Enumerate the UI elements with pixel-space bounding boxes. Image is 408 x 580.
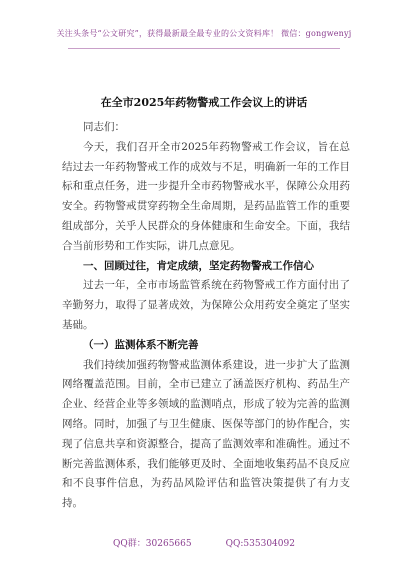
page-footer xyxy=(0,536,408,549)
document-title: 在全市2025年药物警戒工作会议上的讲话 xyxy=(100,96,308,109)
paragraph-section-1: 过去一年，全市市场监管系统在药物警戒工作方面付出了辛勤努力，取得了显著成效，为保障公众用药安全奠定了坚实基础。 xyxy=(62,279,350,331)
footer-qq-group: QQ群：30265665 xyxy=(113,539,192,549)
header-divider xyxy=(68,48,340,49)
footer-qq: QQ:535304092 xyxy=(225,539,295,549)
salutation: 同志们： xyxy=(83,121,125,133)
paragraph-intro: 今天，我们召开全市2025年药物警戒工作会议，旨在总结过去一年药物警戒工作的成效与不足，明确新一年的工作目标和重点任务，进一步提升全市药物警戒水平，保障公众用药安全。药物警戒贯穿药物全生命周期，是药品监管工作的重要组成部分，关乎人民群众的身体健康和生命安全。下面，我结合当前形势和工作实际，讲几点意见。 xyxy=(62,140,350,252)
paragraph-subsection-1: 我们持续加强药物警戒监测体系建设，进一步扩大了监测网络覆盖范围。目前，全市已建立了涵盖医疗机构、药品生产企业、经营企业等多领域的监测哨点，形成了较为完善的监测网络。同时，加强了与卫生健康、医保等部门的协作配合，实现了信息共享和资源整合，提高了监测效率和准确性。通过不断完善监测体系，我们能够更及时、全面地收集药品不良反应和不良事件信息，为药品风险评估和监管决策提供了有力支持。 xyxy=(62,358,350,510)
document-body xyxy=(62,118,350,514)
subsection-heading-1: （一）监测体系不断完善 xyxy=(83,338,199,351)
page-header-banner: 关注头条号“公文研究”，获得最新最全最专业的公文资料库！ 微信：gongwenyj xyxy=(56,29,352,38)
section-heading-1: 一、回顾过往，肯定成绩，坚定药物警戒工作信心 xyxy=(83,259,314,272)
